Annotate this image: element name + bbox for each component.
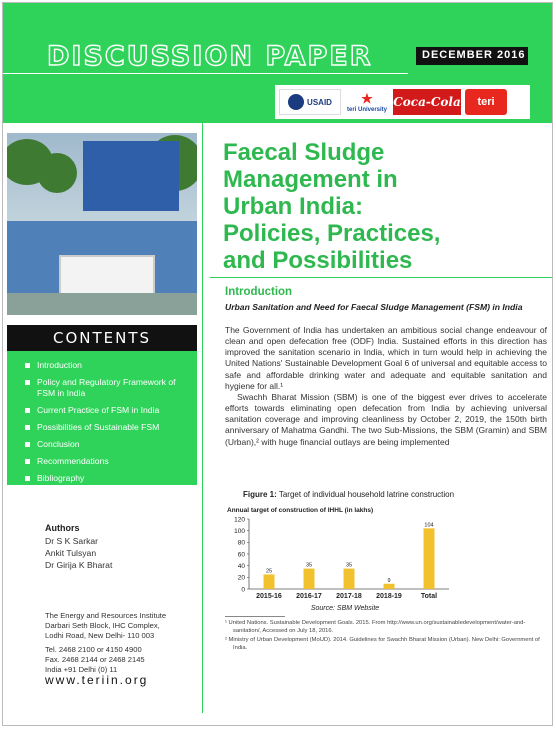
contents-item[interactable]: Conclusion <box>37 439 189 450</box>
y-tick-label: 100 <box>234 527 245 535</box>
x-tick-label: 2015-16 <box>256 593 282 600</box>
footnotes <box>225 620 543 654</box>
paper-cover <box>2 2 553 726</box>
bar <box>424 528 435 589</box>
cover-photo <box>7 133 197 315</box>
telephone: Tel. 2468 2100 or 4150 4900 <box>45 645 142 654</box>
coca-cola-logo: Coca-Cola <box>393 89 461 115</box>
series-title: DISCUSSION PAPER <box>47 41 373 72</box>
partner-logos <box>275 85 530 119</box>
data-label: 9 <box>387 577 391 584</box>
section-heading: Introduction <box>225 286 293 298</box>
x-tick-label: 2018-19 <box>376 593 402 600</box>
x-tick-label: Total <box>420 593 438 600</box>
x-tick-label: 2016-17 <box>296 593 322 600</box>
chart-svg <box>225 503 455 615</box>
usaid-seal-icon <box>288 94 304 110</box>
title-line: Urban India: <box>223 193 364 220</box>
title-line: and Possibilities <box>223 247 413 274</box>
body-text <box>225 325 547 448</box>
figure-caption-text: Target of individual household latrine construction <box>278 490 455 499</box>
contents-item[interactable]: Recommendations <box>37 456 189 467</box>
teri-logo: teri <box>465 89 507 115</box>
title-line: Faecal Sludge <box>223 139 385 166</box>
data-label: 25 <box>265 568 273 575</box>
bar <box>264 574 275 589</box>
issue-date: DECEMBER 2016 <box>416 47 528 65</box>
contents-box <box>7 325 197 485</box>
teri-university-logo: ★ teri University <box>346 91 388 113</box>
y-tick-label: 80 <box>237 539 245 547</box>
chart-title: Annual target of construction of IHHL (in lakhs) <box>227 507 374 514</box>
y-tick-label: 0 <box>241 586 245 594</box>
sub-heading: Urban Sanitation and Need for Faecal Sludge Management (FSM) in India <box>225 302 523 312</box>
section-rule <box>210 277 553 278</box>
billboard-shape <box>83 141 179 211</box>
contents-list <box>37 360 189 490</box>
bar <box>304 569 315 589</box>
figure-caption <box>243 490 454 499</box>
banner-rule <box>3 73 408 74</box>
footnote-rule <box>225 616 285 617</box>
bar <box>344 569 355 589</box>
y-tick-label: 120 <box>234 516 245 524</box>
contents-item[interactable]: Policy and Regulatory Framework of FSM in India <box>37 377 189 399</box>
chart-source: Source: SBM Website <box>310 605 380 612</box>
author-name: Dr S K Sarkar <box>45 536 99 546</box>
contents-item[interactable]: Introduction <box>37 360 189 371</box>
website-link[interactable]: www.teriin.org <box>45 673 149 687</box>
contents-item[interactable]: Possibilities of Sustainable FSM <box>37 422 189 433</box>
footnote: ² Ministry of Urban Development (MoUD). 2014. Guidelines for Swachh Bharat Mission (Urban). New Delhi: Government of India. <box>225 637 540 651</box>
fax: Fax. 2468 2144 or 2468 2145 <box>45 655 145 664</box>
title-line: Management in <box>223 166 398 193</box>
contents-item[interactable]: Bibliography <box>37 473 189 484</box>
column-divider <box>202 123 203 713</box>
paragraph: The Government of India has undertaken an ambitious social change endeavour of clean and open defecation free (ODF) India. Sustained efforts in this direction has improved the sanitation scenario in India, which in turn would help in achieving the United Nations' Sustainable Development Goal 6 of universal and equitable access to safe and affordable drinking water and adequate and equitable sanitation and hygiene for all.¹ <box>225 325 547 391</box>
y-tick-label: 40 <box>237 562 245 570</box>
address-line: Darbari Seth Block, IHC Complex, <box>45 621 160 630</box>
footnote: ¹ United Nations. Sustainable Development Goals. 2015. From http://www.un.org/sustainabledevelopment/water-and-sanitation/, Accessed on July 18, 2016. <box>225 620 526 634</box>
contents-heading: CONTENTS <box>7 325 197 351</box>
author-name: Ankit Tulsyan <box>45 548 97 558</box>
bar <box>384 584 395 589</box>
data-label: 35 <box>345 562 353 569</box>
institute-name: The Energy and Resources Institute <box>45 611 167 620</box>
paper-title <box>223 139 543 274</box>
header-banner <box>3 3 553 123</box>
x-tick-label: 2017-18 <box>336 593 362 600</box>
author-name: Dr Girija K Bharat <box>45 560 113 570</box>
data-label: 35 <box>305 562 313 569</box>
address-line: Lodhi Road, New Delhi- 110 003 <box>45 631 155 640</box>
usaid-logo: USAID <box>279 89 341 115</box>
institute-address <box>45 611 166 675</box>
tree-shape <box>37 153 77 193</box>
title-line: Policies, Practices, <box>223 220 441 247</box>
runner-icon: ★ <box>361 91 373 106</box>
dialing-code: India +91 Delhi (0) 11 <box>45 665 118 674</box>
y-tick-label: 20 <box>237 574 245 582</box>
data-label: 104 <box>424 522 434 529</box>
paragraph: Swachh Bharat Mission (SBM) is one of the biggest ever drives to accelerate efforts towards eliminating open defecation from India by achieving universal sanitation coverage and improving cleanliness by October 2, 2019, the 150th birth anniversary of Mahatma Gandhi. The two Sub-Missions, the SBM (Gramin) and SBM (Urban),² with huge financial outlays are being implemented <box>225 391 547 447</box>
contents-item[interactable]: Current Practice of FSM in India <box>37 405 189 416</box>
authors-block <box>45 523 112 571</box>
authors-heading: Authors <box>45 523 80 533</box>
figure-label: Figure 1: <box>243 490 277 499</box>
bar-chart <box>225 503 455 615</box>
y-tick-label: 60 <box>237 551 245 559</box>
